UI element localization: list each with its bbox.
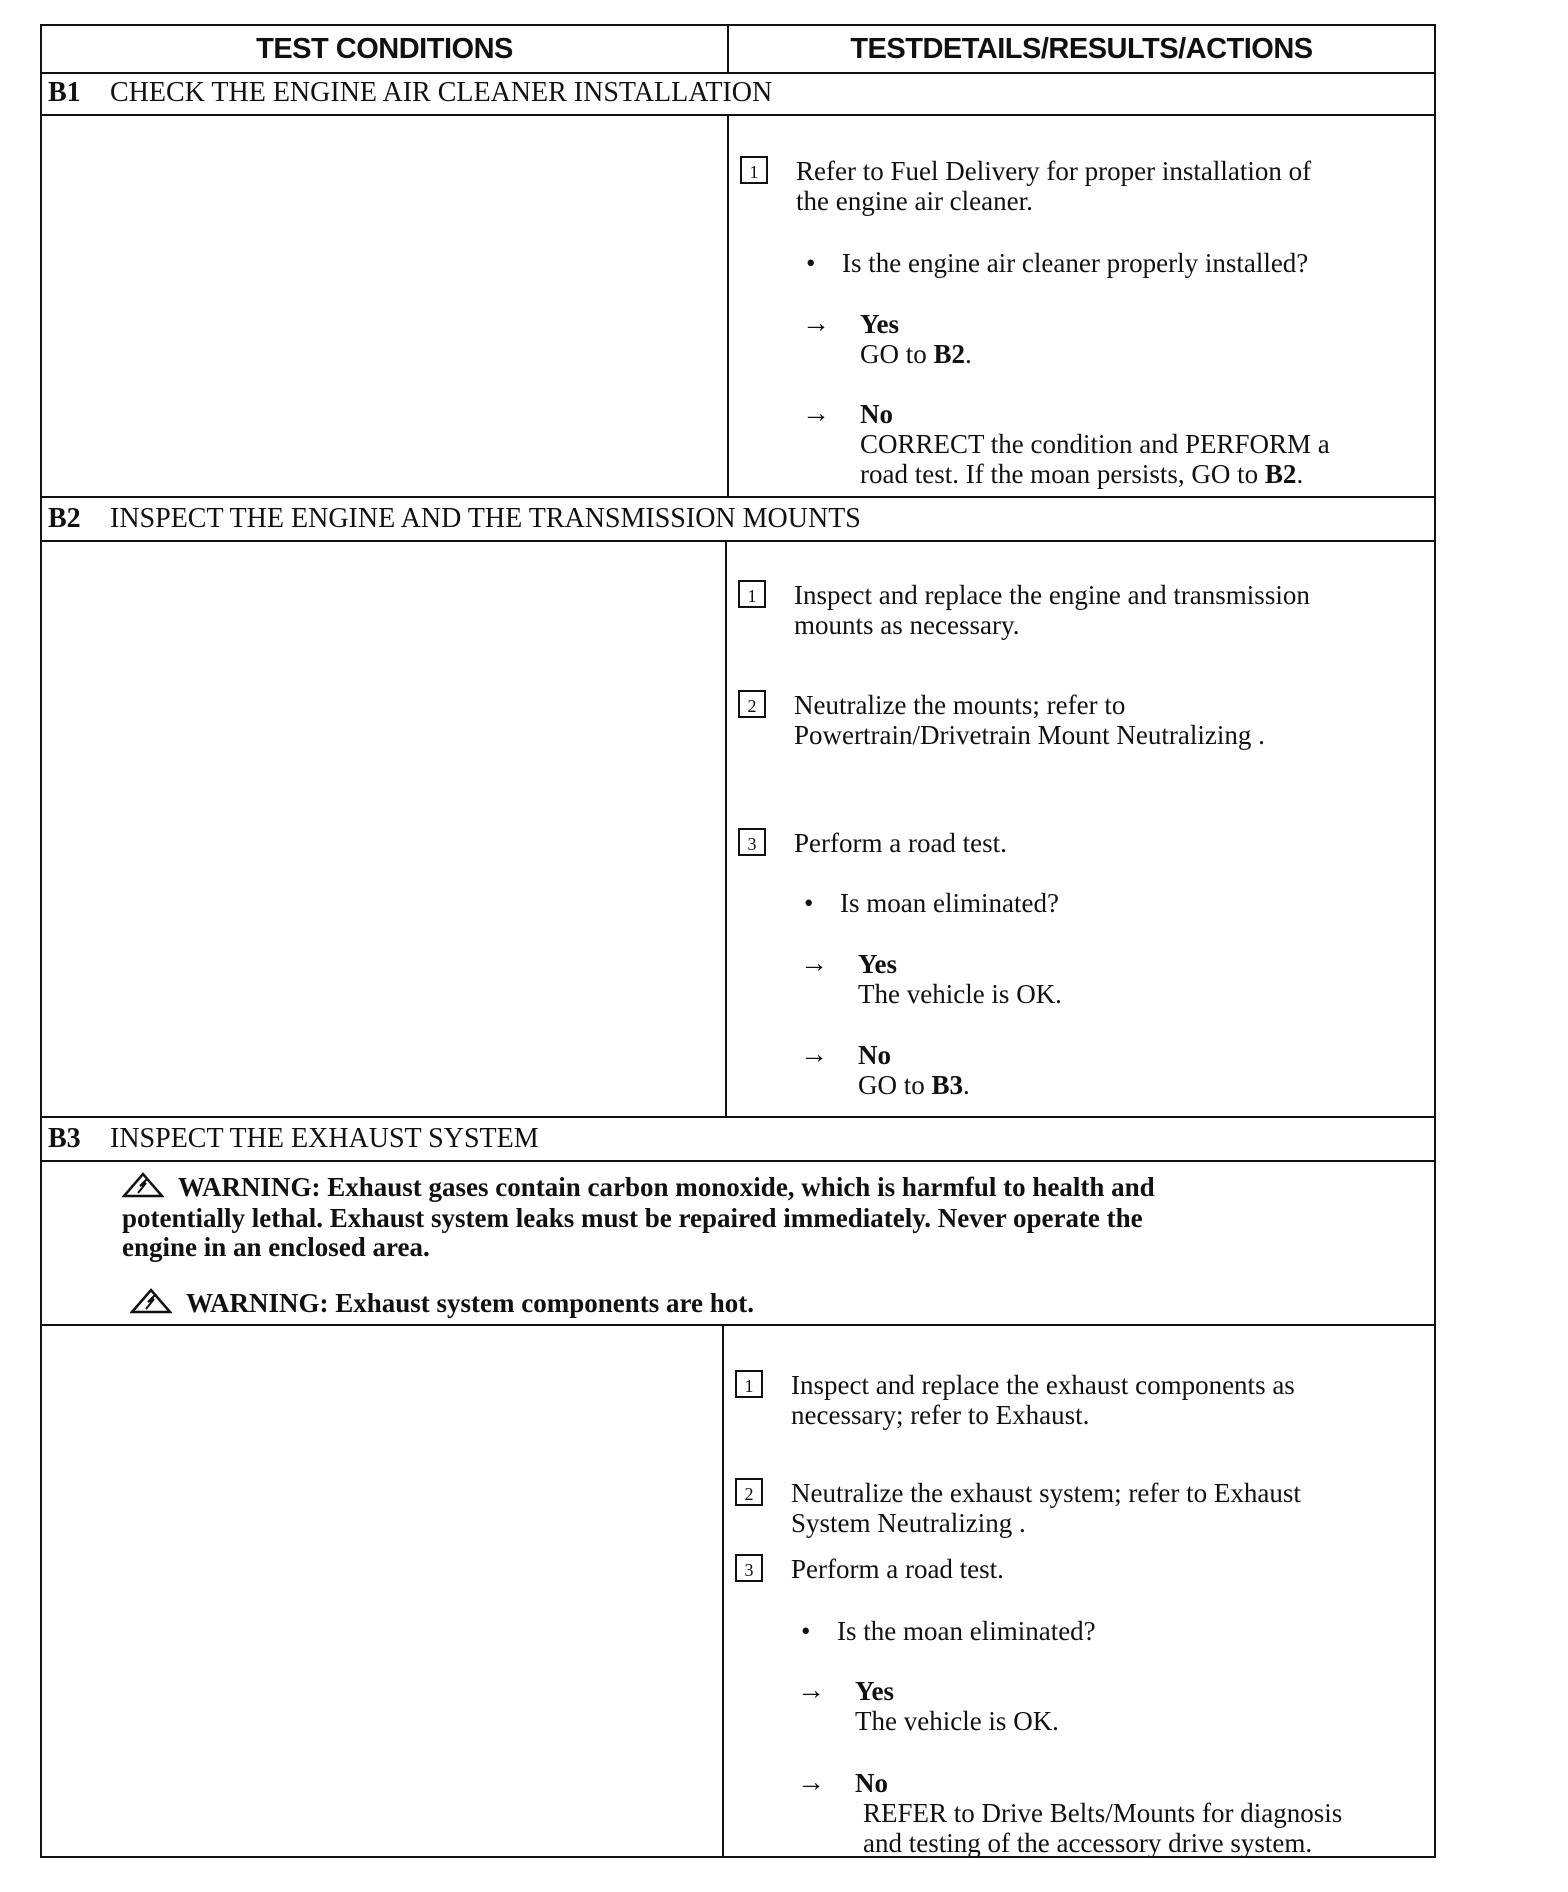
header-test-conditions: TEST CONDITIONS bbox=[42, 26, 729, 72]
header-test-details: TESTDETAILS/RESULTS/ACTIONS bbox=[850, 33, 1313, 65]
b2-step-3-box: 3 bbox=[738, 828, 766, 856]
b2-yes-arrow: → bbox=[800, 948, 828, 979]
b2-question: Is moan eliminated? bbox=[840, 888, 1059, 918]
b3-step-2-text: Neutralize the exhaust system; refer to Exhaust System Neutralizing . bbox=[791, 1478, 1301, 1538]
b1-question: Is the engine air cleaner properly installed? bbox=[842, 248, 1309, 278]
warning-triangle-icon bbox=[122, 1172, 164, 1204]
b3-question: Is the moan eliminated? bbox=[837, 1616, 1096, 1646]
b3-yes-block: Yes The vehicle is OK. bbox=[855, 1676, 1059, 1736]
section-b1-heading: CHECK THE ENGINE AIR CLEANER INSTALLATION bbox=[110, 77, 773, 108]
b2-yes-block: Yes The vehicle is OK. bbox=[858, 949, 1062, 1009]
b2-column-divider bbox=[725, 542, 727, 1116]
b3-warning-2: WARNING: Exhaust system components are hot. bbox=[130, 1288, 754, 1320]
b3-no-block: No REFER to Drive Belts/Mounts for diagnosis and testing of the accessory drive system. bbox=[855, 1768, 1343, 1858]
b1-question-bullet: • bbox=[806, 248, 816, 278]
section-b2-code: B2 bbox=[48, 503, 81, 534]
section-b2-heading: INSPECT THE ENGINE AND THE TRANSMISSION MOUNTS bbox=[110, 503, 861, 534]
section-b3-title bbox=[42, 1118, 1434, 1162]
b3-step-1-text: Inspect and replace the exhaust components as necessary; refer to Exhaust. bbox=[791, 1370, 1295, 1430]
b3-warning-rule bbox=[42, 1324, 1434, 1326]
b3-step-3-text: Perform a road test. bbox=[791, 1554, 1004, 1584]
table-header bbox=[42, 26, 1434, 74]
b1-yes-block: Yes GO to B2. bbox=[860, 309, 972, 369]
b2-no-arrow: → bbox=[800, 1039, 828, 1070]
b1-yes-arrow: → bbox=[802, 308, 830, 339]
b1-no-block: No CORRECT the condition and PERFORM a road test. If the moan persists, GO to B2. bbox=[860, 399, 1330, 489]
b3-no-arrow: → bbox=[797, 1767, 825, 1798]
b3-step-2-box: 2 bbox=[735, 1478, 763, 1506]
section-b2-title bbox=[42, 498, 1434, 542]
b1-column-divider bbox=[727, 116, 729, 496]
section-b3-heading: INSPECT THE EXHAUST SYSTEM bbox=[110, 1123, 539, 1154]
b2-step-2-text: Neutralize the mounts; refer to Powertrain/Drivetrain Mount Neutralizing . bbox=[794, 690, 1265, 750]
b3-yes-arrow: → bbox=[797, 1675, 825, 1706]
b1-no-arrow: → bbox=[802, 398, 830, 429]
b2-step-3-text: Perform a road test. bbox=[794, 828, 1007, 858]
section-b1-code: B1 bbox=[48, 77, 81, 108]
diagnostic-table bbox=[40, 24, 1436, 1858]
b3-step-1-box: 1 bbox=[735, 1370, 763, 1398]
b2-no-block: No GO to B3. bbox=[858, 1040, 970, 1100]
b1-step-1-text: Refer to Fuel Delivery for proper installation of the engine air cleaner. bbox=[796, 156, 1312, 216]
warning-triangle-icon bbox=[130, 1288, 172, 1320]
b2-step-2-box: 2 bbox=[738, 690, 766, 718]
b3-question-bullet: • bbox=[801, 1616, 811, 1646]
b3-warning-1: WARNING: Exhaust gases contain carbon monoxide, which is harmful to health and potentially lethal. Exhaust system leaks must be repaired immediately. Never operate the engine in an enclosed area. bbox=[122, 1172, 1155, 1262]
section-b3-code: B3 bbox=[48, 1123, 81, 1154]
b2-step-1-text: Inspect and replace the engine and transmission mounts as necessary. bbox=[794, 580, 1310, 640]
b3-step-3-box: 3 bbox=[735, 1554, 763, 1582]
b2-question-bullet: • bbox=[804, 888, 814, 918]
section-b1-title bbox=[42, 72, 1434, 116]
b3-column-divider bbox=[722, 1326, 724, 1858]
b2-step-1-box: 1 bbox=[738, 580, 766, 608]
b1-step-1-box: 1 bbox=[740, 156, 768, 184]
